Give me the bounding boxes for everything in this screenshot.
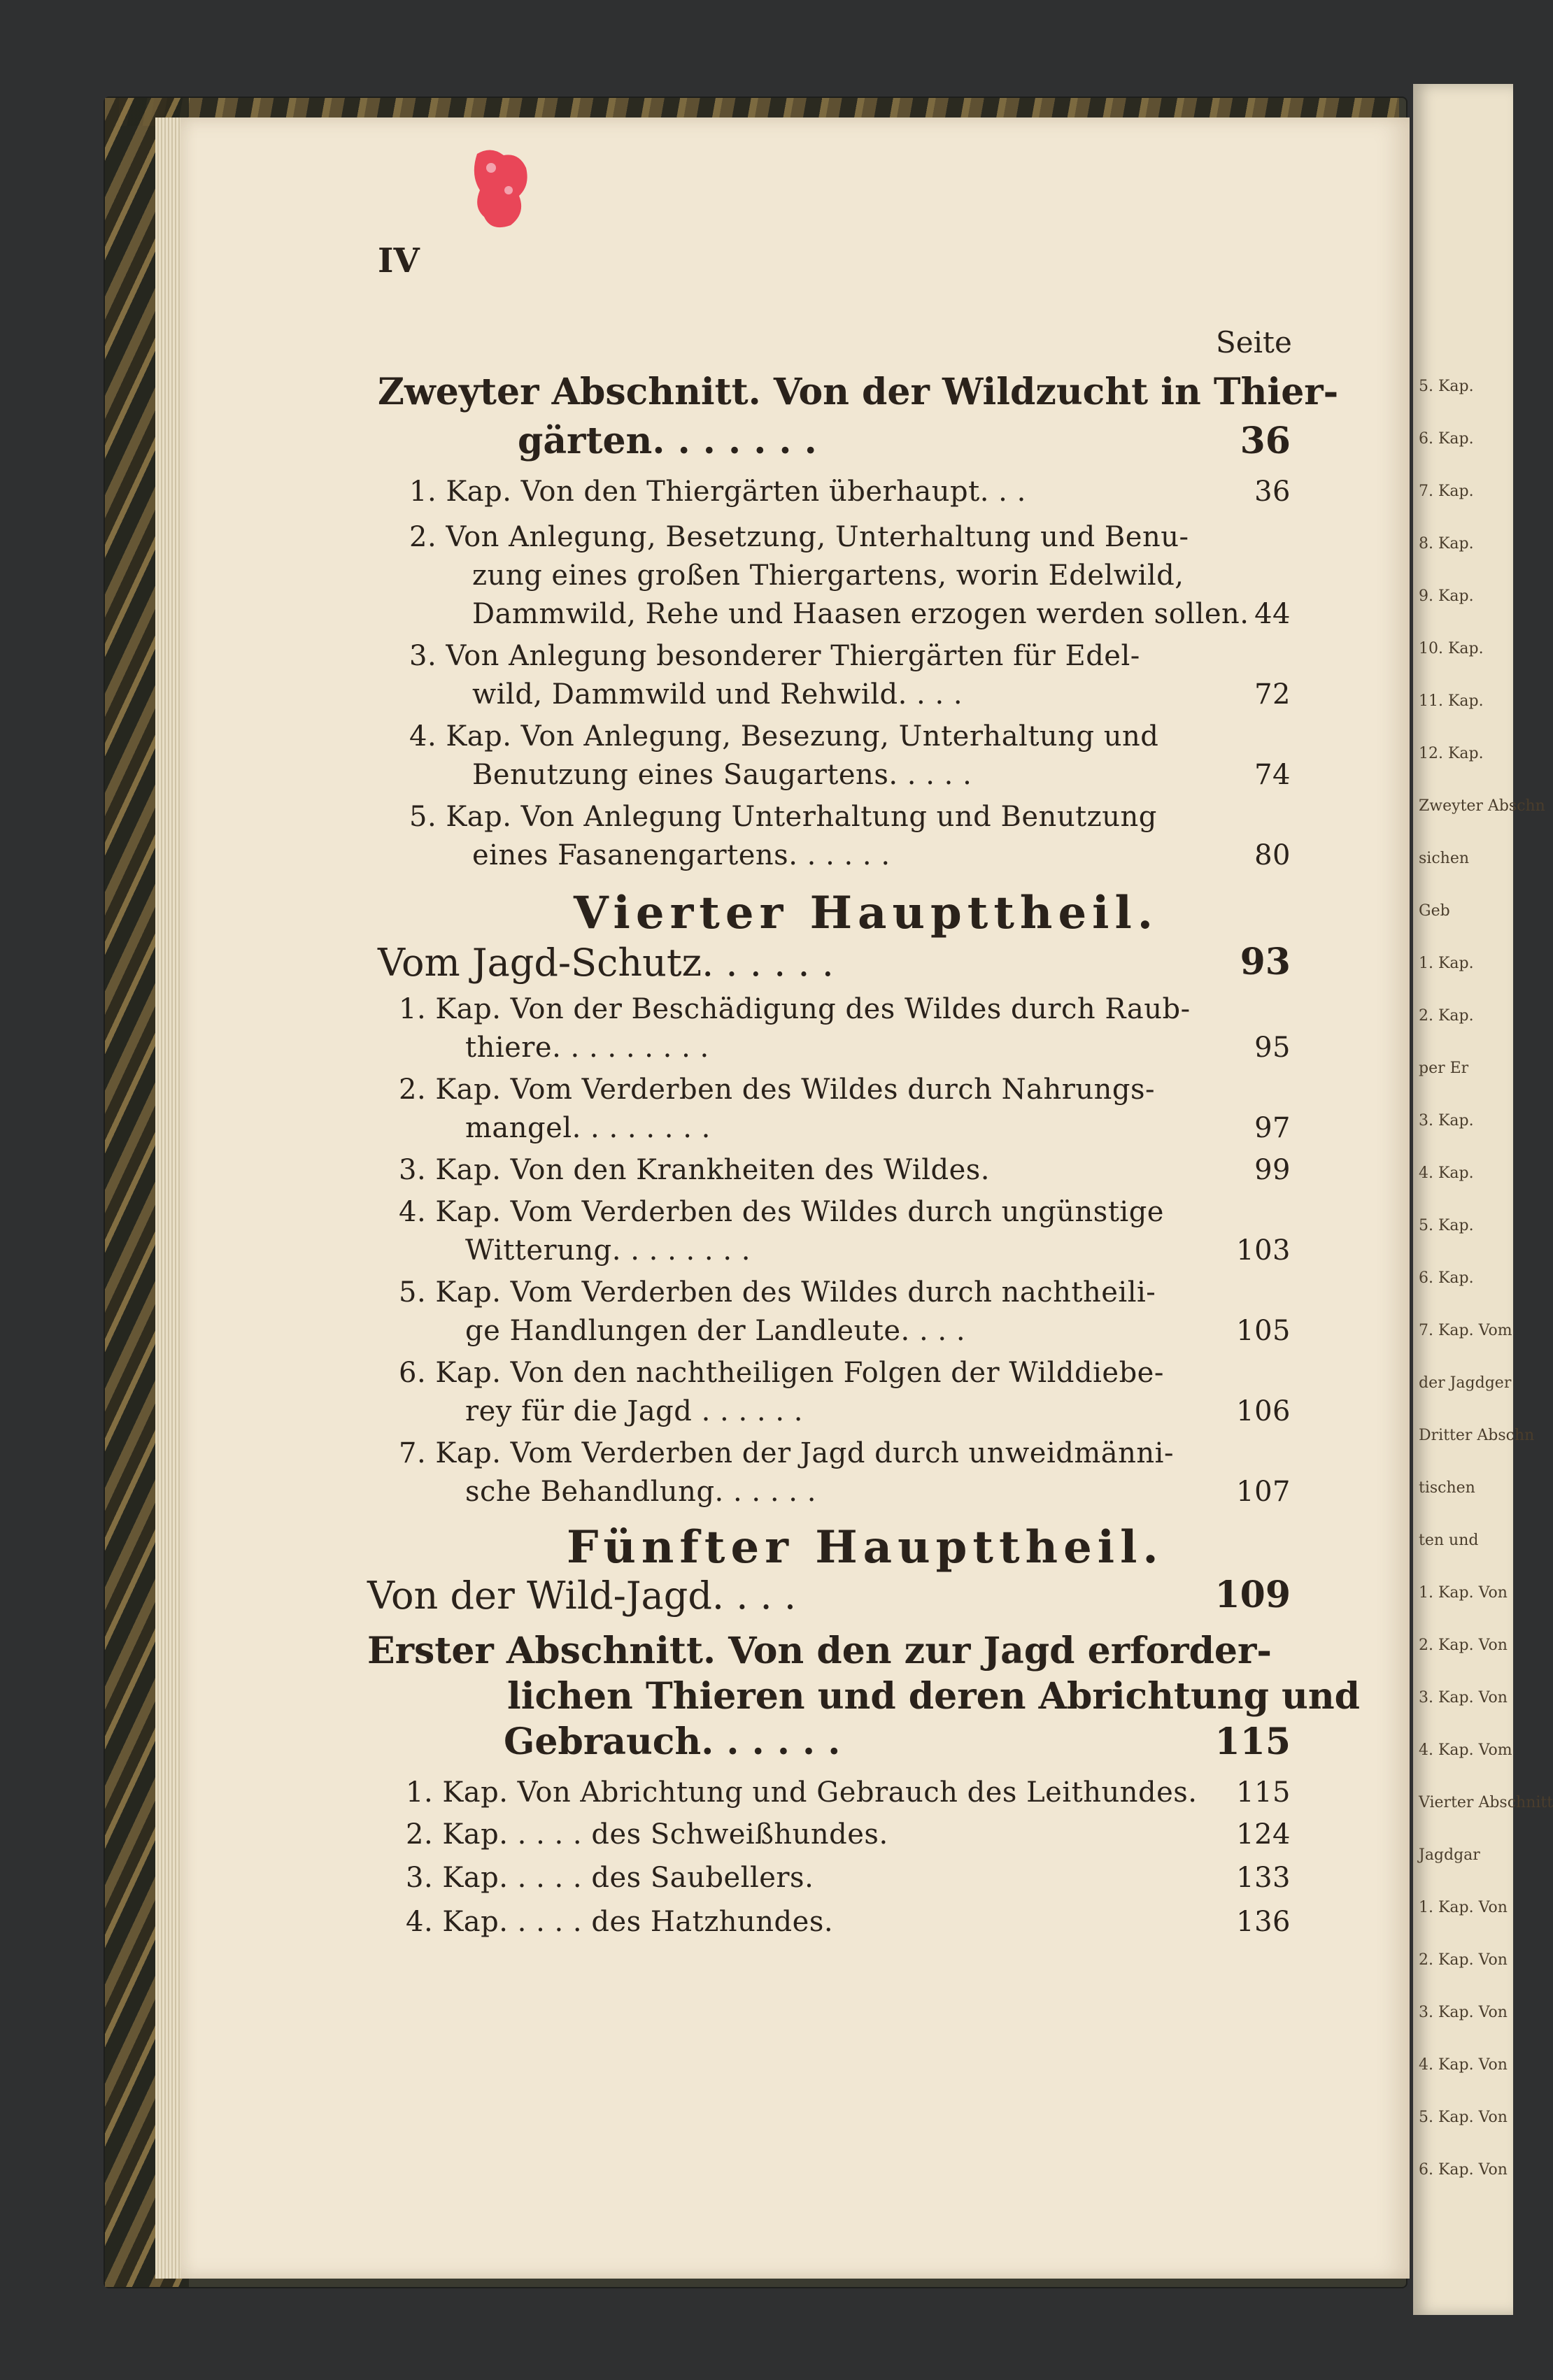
toc-entry-text: rey für die Jagd . . . . . . [465,1395,803,1427]
toc-page-number: 109 [1214,1574,1291,1616]
toc-entry-text: 3. Kap. . . . . des Saubellers. [406,1862,814,1894]
toc-page-number: 105 [1236,1315,1291,1347]
page-edges [155,117,182,2279]
facing-page-fragment: Jagdgar [1419,1846,1480,1864]
facing-page-fragment: 5. Kap. [1419,1217,1474,1234]
toc-entry-text: 2. Kap. . . . . des Schweißhundes. [406,1818,888,1851]
toc-entry-text: Von der Wild-Jagd. . . . [367,1574,797,1618]
toc-page-number: 115 [1214,1720,1291,1763]
facing-page-fragment: 3. Kap. [1419,1112,1474,1130]
facing-page-fragment: 10. Kap. [1419,640,1484,657]
toc-entry-text: 1. Kap. Von den Thiergärten überhaupt. . . [409,476,1026,508]
toc-entry-text: 2. Kap. Vom Verderben des Wildes durch Nahrungs- [399,1074,1156,1106]
facing-page-fragment: 7. Kap. Vom [1419,1322,1512,1339]
toc-entry-text: 4. Kap. Von Anlegung, Besezung, Unterhaltung und [409,720,1159,753]
toc-page-number: 36 [1254,476,1291,508]
toc-page-number: 106 [1236,1395,1291,1427]
toc-entry-text: Gebrauch. . . . . . [504,1720,841,1763]
facing-page-fragment: sichen [1419,850,1470,867]
toc-entry-text: 7. Kap. Vom Verderben der Jagd durch unweidmänni- [399,1437,1174,1469]
facing-page-fragment: 1. Kap. [1419,955,1474,972]
toc-page-number: 133 [1236,1862,1291,1894]
toc-entry-text: Vom Jagd-Schutz. . . . . . [378,941,834,985]
facing-page-fragment: 3. Kap. Von [1419,1689,1508,1706]
toc-entry-text: mangel. . . . . . . . [465,1112,711,1144]
toc-entry-text: Benutzung eines Saugartens. . . . . [472,759,972,791]
facing-page-fragment: 1. Kap. Von [1419,1899,1508,1916]
toc-page-number: 44 [1254,598,1291,630]
toc-entry-text: Vierter Haupttheil. [574,887,1159,939]
toc-entry-text: 6. Kap. Von den nachtheiligen Folgen der Wilddiebe- [399,1357,1164,1389]
page-number: IV [378,241,420,280]
facing-page-fragment: 7. Kap. [1419,483,1474,500]
toc-entry-text: sche Behandlung. . . . . . [465,1476,816,1508]
toc-page-number: 115 [1236,1776,1291,1809]
facing-page-fragment: 8. Kap. [1419,535,1474,553]
facing-page-fragment: 2. Kap. Von [1419,1637,1508,1654]
toc-entry-text: Dammwild, Rehe und Haasen erzogen werden sollen. [472,598,1249,630]
toc-entry-text: 4. Kap. Vom Verderben des Wildes durch ungünstige [399,1196,1164,1228]
facing-page-fragment: tischen [1419,1479,1475,1497]
facing-page-fragment: 3. Kap. Von [1419,2004,1508,2021]
facing-page-fragment: der Jagdger [1419,1374,1512,1392]
toc-page-number: 93 [1240,941,1291,983]
toc-page-number: 107 [1236,1476,1291,1508]
toc-entry-text: lichen Thieren und deren Abrichtung und [507,1675,1361,1718]
toc-page-number: 95 [1254,1032,1291,1064]
toc-page-number: 80 [1254,839,1291,871]
facing-page-fragment: Zweyter Abschn [1419,797,1545,815]
toc-entry-text: 2. Von Anlegung, Besetzung, Unterhaltung und Benu- [409,521,1189,553]
toc-entry-text: ge Handlungen der Landleute. . . . [465,1315,966,1347]
facing-page-fragment: 5. Kap. Von [1419,2109,1508,2126]
facing-page-fragment: 12. Kap. [1419,745,1484,762]
toc-entry-text: zung eines großen Thiergartens, worin Edelwild, [472,560,1184,592]
facing-page [1413,84,1553,2315]
toc-entry-text: wild, Dammwild und Rehwild. . . . [472,678,963,711]
facing-page-fragment: 4. Kap. Von [1419,2056,1508,2074]
toc-entry-text: eines Fasanengartens. . . . . . [472,839,891,871]
facing-page-fragment: 4. Kap. Vom [1419,1741,1512,1759]
toc-entry-text: gärten. . . . . . . [518,420,817,462]
library-stamp-icon [470,147,530,231]
toc-entry-text: Erster Abschnitt. Von den zur Jagd erforder- [367,1630,1272,1672]
toc-page-number: 97 [1254,1112,1291,1144]
toc-page-number: 103 [1236,1234,1291,1267]
toc-entry-text: 3. Kap. Von den Krankheiten des Wildes. [399,1154,991,1186]
facing-page-fragment: 6. Kap. [1419,430,1474,448]
facing-page-fragment: 1. Kap. Von [1419,1584,1508,1602]
toc-page-number: 124 [1236,1818,1291,1851]
toc-entry-text: 1. Kap. Von der Beschädigung des Wildes durch Raub- [399,993,1191,1025]
toc-page-number: 74 [1254,759,1291,791]
toc-page-number: 36 [1240,420,1291,462]
toc-entry-text: 3. Von Anlegung besonderer Thiergärten für Edel- [409,640,1140,672]
toc-entry-text: 5. Kap. Vom Verderben des Wildes durch nachtheili- [399,1276,1156,1309]
toc-entry-text: Zweyter Abschnitt. Von der Wildzucht in Thier- [378,371,1339,413]
toc-page-number: 136 [1236,1906,1291,1938]
toc-page-number: 99 [1254,1154,1291,1186]
facing-page-fragment: 9. Kap. [1419,587,1474,605]
toc-entry-text: 4. Kap. . . . . des Hatzhundes. [406,1906,834,1938]
facing-page-fragment: 2. Kap. [1419,1007,1474,1025]
toc-page-number: 72 [1254,678,1291,711]
facing-page-fragment: 4. Kap. [1419,1164,1474,1182]
toc-entry-text: 5. Kap. Von Anlegung Unterhaltung und Benutzung [409,801,1157,833]
facing-page-fragment: ten und [1419,1532,1479,1549]
facing-page-fragment: Vierter Abschnitt [1419,1794,1553,1811]
toc-entry-text: thiere. . . . . . . . . [465,1032,709,1064]
facing-page-fragment: 2. Kap. Von [1419,1951,1508,1969]
facing-page-fragment: 5. Kap. [1419,378,1474,395]
toc-entry-text: Fünfter Haupttheil. [567,1521,1164,1574]
seite-column-label: Seite [1216,325,1292,359]
facing-page-fragment: 6. Kap. [1419,1269,1474,1287]
toc-entry-text: 1. Kap. Von Abrichtung und Gebrauch des Leithundes. [406,1776,1198,1809]
facing-page-fragment: Geb [1419,902,1450,920]
facing-page-fragment: Dritter Abschn [1419,1427,1535,1444]
toc-entry-text: Witterung. . . . . . . . [465,1234,751,1267]
facing-page-fragment: 6. Kap. Von [1419,2161,1508,2179]
facing-page-fragment: 11. Kap. [1419,692,1484,710]
facing-page-fragment: per Er [1419,1060,1469,1077]
